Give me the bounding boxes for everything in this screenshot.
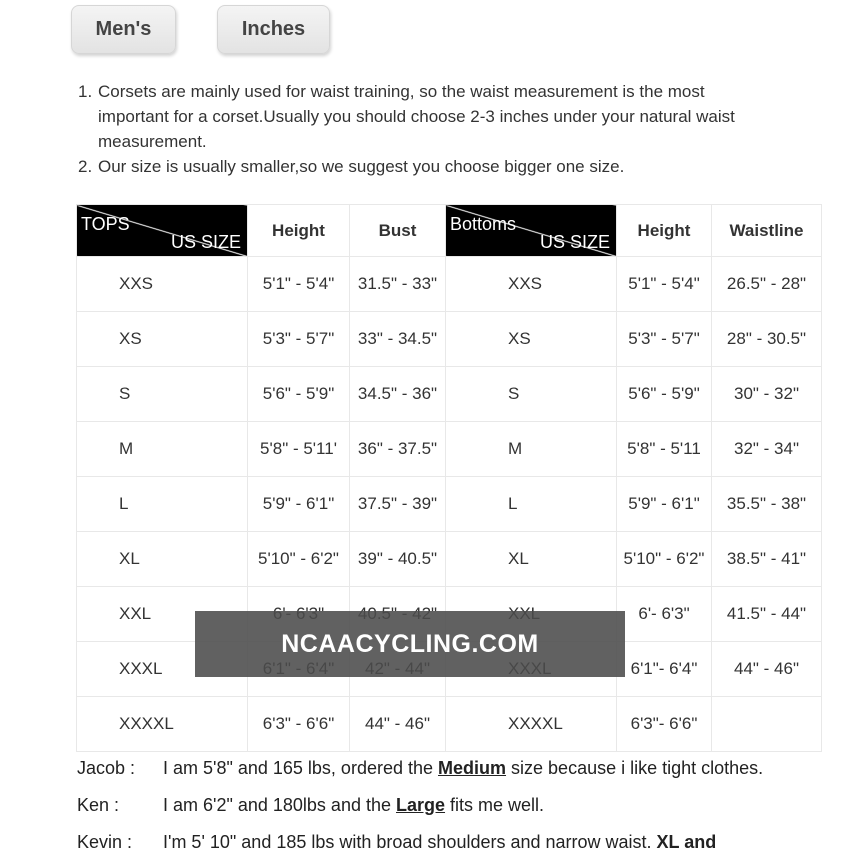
bottom-height-cell: 6'- 6'3" xyxy=(617,587,712,642)
review-size-highlight: Large xyxy=(396,795,446,815)
top-size-cell: XXL xyxy=(77,587,248,642)
bottom-size-cell: L xyxy=(446,477,617,532)
top-size-cell: XXS xyxy=(77,257,248,312)
us-size-label: US SIZE xyxy=(170,232,241,252)
bust-cell: 39" - 40.5" xyxy=(350,532,446,587)
top-size-cell: S xyxy=(77,367,248,422)
review-size-highlight: XL and xyxy=(656,832,717,852)
bottom-size-cell: XS xyxy=(446,312,617,367)
note-text: Our size is usually smaller,so we suggest you choose bigger one size. xyxy=(98,157,625,176)
review-size-highlight: Medium xyxy=(438,758,507,778)
table-row xyxy=(77,312,822,367)
bust-header: Bust xyxy=(350,205,446,257)
watermark-banner: NCAACYCLING.COM xyxy=(195,611,625,677)
reviewer-name: Jacob : xyxy=(77,758,136,778)
top-height-cell: 5'1" - 5'4" xyxy=(248,257,350,312)
top-size-cell: XS xyxy=(77,312,248,367)
note-item xyxy=(78,154,778,179)
review-text: I'm 5' 10" and 185 lbs with broad shoulders and narrow waist. XL and xyxy=(163,832,717,852)
top-size-cell: XXXXL xyxy=(77,697,248,752)
review-item xyxy=(77,793,857,830)
inches-button[interactable]: Inches xyxy=(217,5,330,54)
top-height-cell: 5'8" - 5'11' xyxy=(248,422,350,477)
bottom-size-cell: XXXXL xyxy=(446,697,617,752)
note-text: Corsets are mainly used for waist training, so the waist measurement is the most important for a corset.Usually you should choose 2-3 inches under your natural waist measurement. xyxy=(98,82,735,151)
table-row xyxy=(77,532,822,587)
top-height-cell: 5'3" - 5'7" xyxy=(248,312,350,367)
bottoms-height-header: Height xyxy=(617,205,712,257)
top-height-cell: 5'6" - 5'9" xyxy=(248,367,350,422)
bottom-height-cell: 6'1"- 6'4" xyxy=(617,642,712,697)
bust-cell: 44" - 46" xyxy=(350,697,446,752)
mens-button[interactable]: Men's xyxy=(71,5,176,54)
tops-height-header: Height xyxy=(248,205,350,257)
bottom-size-cell: XXS xyxy=(446,257,617,312)
top-size-cell: M xyxy=(77,422,248,477)
bust-cell: 36" - 37.5" xyxy=(350,422,446,477)
tops-us-size-header xyxy=(77,205,248,257)
waistline-cell: 26.5" - 28" xyxy=(712,257,822,312)
waistline-header: Waistline xyxy=(712,205,822,257)
top-height-cell: 5'9" - 6'1" xyxy=(248,477,350,532)
table-row xyxy=(77,697,822,752)
tops-header-label: TOPS xyxy=(81,214,130,234)
review-text: I am 6'2" and 180lbs and the Large fits me well. xyxy=(163,795,545,815)
bottom-height-cell: 5'1" - 5'4" xyxy=(617,257,712,312)
us-size-label: US SIZE xyxy=(539,232,610,252)
review-text: I am 5'8" and 165 lbs, ordered the Medium size because i like tight clothes. xyxy=(163,758,764,778)
top-size-cell: L xyxy=(77,477,248,532)
reviewer-name: Ken : xyxy=(77,795,120,815)
table-row xyxy=(77,257,822,312)
bottoms-us-size-header xyxy=(446,205,617,257)
top-size-cell: XXXL xyxy=(77,642,248,697)
waistline-cell: 38.5" - 41" xyxy=(712,532,822,587)
note-number: 1. xyxy=(78,82,93,101)
bust-cell: 34.5" - 36" xyxy=(350,367,446,422)
table-row xyxy=(77,422,822,477)
waistline-cell xyxy=(712,697,822,752)
size-notes xyxy=(78,79,778,179)
reviewer-name: Kevin : xyxy=(77,832,133,852)
note-item xyxy=(78,79,778,154)
top-height-cell: 5'10" - 6'2" xyxy=(248,532,350,587)
table-header-row xyxy=(77,205,822,257)
bottom-height-cell: 5'6" - 5'9" xyxy=(617,367,712,422)
bottom-height-cell: 5'9" - 6'1" xyxy=(617,477,712,532)
bottom-height-cell: 5'10" - 6'2" xyxy=(617,532,712,587)
bottom-height-cell: 5'8" - 5'11 xyxy=(617,422,712,477)
review-item xyxy=(77,756,857,793)
table-row xyxy=(77,367,822,422)
top-height-cell: 6'3" - 6'6" xyxy=(248,697,350,752)
waistline-cell: 41.5" - 44" xyxy=(712,587,822,642)
bottom-height-cell: 6'3"- 6'6" xyxy=(617,697,712,752)
bottom-size-cell: S xyxy=(446,367,617,422)
bottom-size-cell: M xyxy=(446,422,617,477)
waistline-cell: 30" - 32" xyxy=(712,367,822,422)
table-row xyxy=(77,477,822,532)
waistline-cell: 28" - 30.5" xyxy=(712,312,822,367)
bottoms-header-label: Bottoms xyxy=(450,214,517,234)
top-size-cell: XL xyxy=(77,532,248,587)
bust-cell: 37.5" - 39" xyxy=(350,477,446,532)
bust-cell: 31.5" - 33" xyxy=(350,257,446,312)
customer-reviews xyxy=(77,756,857,867)
note-number: 2. xyxy=(78,157,93,176)
bottom-height-cell: 5'3" - 5'7" xyxy=(617,312,712,367)
waistline-cell: 32" - 34" xyxy=(712,422,822,477)
waistline-cell: 44" - 46" xyxy=(712,642,822,697)
bottom-size-cell: XL xyxy=(446,532,617,587)
waistline-cell: 35.5" - 38" xyxy=(712,477,822,532)
bust-cell: 33" - 34.5" xyxy=(350,312,446,367)
review-item xyxy=(77,830,857,867)
